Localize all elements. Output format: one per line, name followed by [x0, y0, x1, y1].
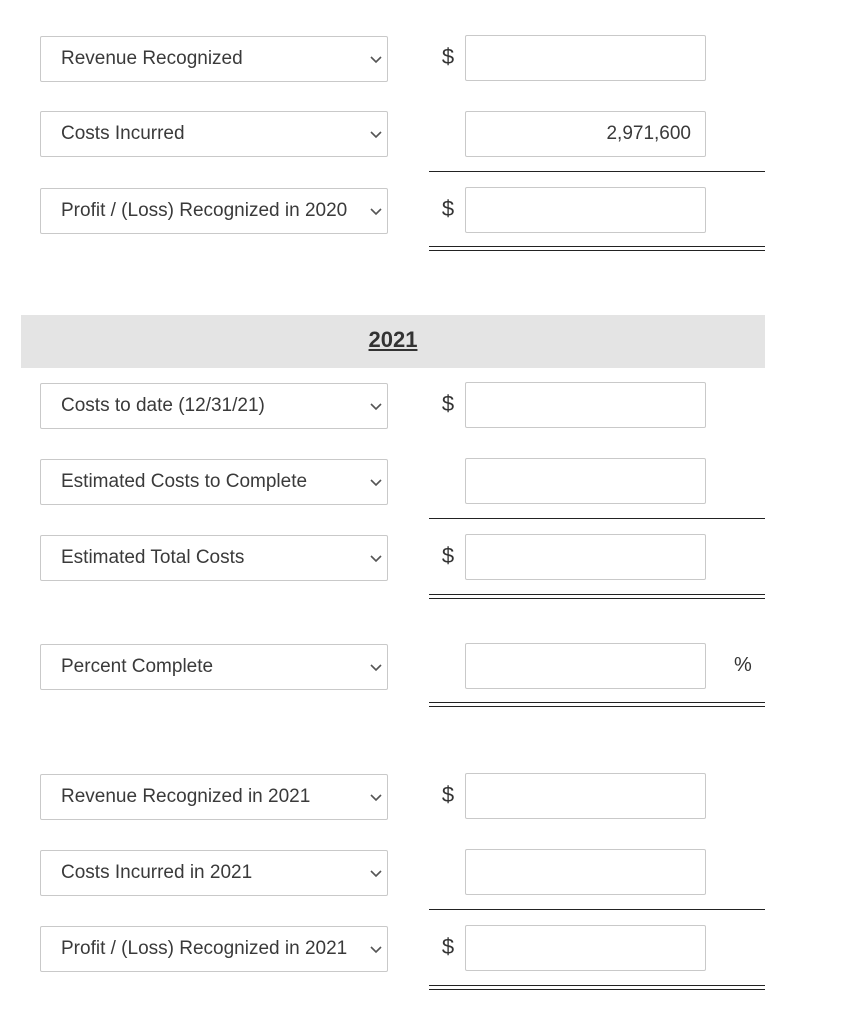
chevron-down-icon — [369, 129, 383, 139]
subtotal-rule — [429, 518, 765, 519]
label-select-costs-incurred[interactable] — [40, 111, 388, 157]
label-select-estimated-costs-to-complete[interactable] — [40, 459, 388, 505]
select-value: Estimated Total Costs — [61, 547, 245, 568]
year-heading: 2021 — [368, 327, 418, 352]
amount-input-revenue-recognized[interactable] — [465, 35, 706, 81]
select-value: Costs Incurred in 2021 — [61, 862, 253, 883]
label-select-profit-2021[interactable] — [40, 926, 388, 972]
select-value: Profit / (Loss) Recognized in 2020 — [61, 200, 348, 221]
select-value: Revenue Recognized — [61, 48, 243, 69]
amount-input-costs-incurred[interactable] — [465, 111, 706, 157]
label-select-profit-2020[interactable] — [40, 188, 388, 234]
subtotal-rule — [429, 909, 765, 910]
select-value: Costs to date (12/31/21) — [61, 395, 265, 416]
total-double-rule — [429, 246, 765, 251]
select-value: Profit / (Loss) Recognized in 2021 — [61, 938, 348, 959]
chevron-down-icon — [369, 868, 383, 878]
label-select-costs-to-date[interactable] — [40, 383, 388, 429]
currency-symbol: $ — [441, 196, 455, 221]
select-value: Percent Complete — [61, 656, 214, 677]
chevron-down-icon — [369, 662, 383, 672]
percent-symbol: % — [734, 654, 752, 676]
label-select-costs-incurred-2021[interactable] — [40, 850, 388, 896]
chevron-down-icon — [369, 477, 383, 487]
chevron-down-icon — [369, 944, 383, 954]
chevron-down-icon — [369, 54, 383, 64]
amount-input-costs-to-date[interactable] — [465, 382, 706, 428]
label-select-percent-complete[interactable] — [40, 644, 388, 690]
label-select-revenue-recognized[interactable] — [40, 36, 388, 82]
currency-symbol: $ — [441, 543, 455, 568]
chevron-down-icon — [369, 792, 383, 802]
amount-input-estimated-total-costs[interactable] — [465, 534, 706, 580]
currency-symbol: $ — [441, 44, 455, 69]
amount-input-costs-incurred-2021[interactable] — [465, 849, 706, 895]
amount-input-revenue-recognized-2021[interactable] — [465, 773, 706, 819]
amount-input-percent-complete[interactable] — [465, 643, 706, 689]
total-double-rule — [429, 594, 765, 599]
chevron-down-icon — [369, 553, 383, 563]
subtotal-rule — [429, 171, 765, 172]
chevron-down-icon — [369, 206, 383, 216]
currency-symbol: $ — [441, 782, 455, 807]
amount-input-profit-2021[interactable] — [465, 925, 706, 971]
amount-input-profit-2020[interactable] — [465, 187, 706, 233]
label-select-estimated-total-costs[interactable] — [40, 535, 388, 581]
total-double-rule — [429, 702, 765, 707]
chevron-down-icon — [369, 401, 383, 411]
currency-symbol: $ — [441, 934, 455, 959]
currency-symbol: $ — [441, 391, 455, 416]
total-double-rule — [429, 985, 765, 990]
label-select-revenue-recognized-2021[interactable] — [40, 774, 388, 820]
select-value: Costs Incurred — [61, 123, 185, 144]
amount-input-estimated-costs-to-complete[interactable] — [465, 458, 706, 504]
select-value: Revenue Recognized in 2021 — [61, 786, 311, 807]
select-value: Estimated Costs to Complete — [61, 471, 308, 492]
